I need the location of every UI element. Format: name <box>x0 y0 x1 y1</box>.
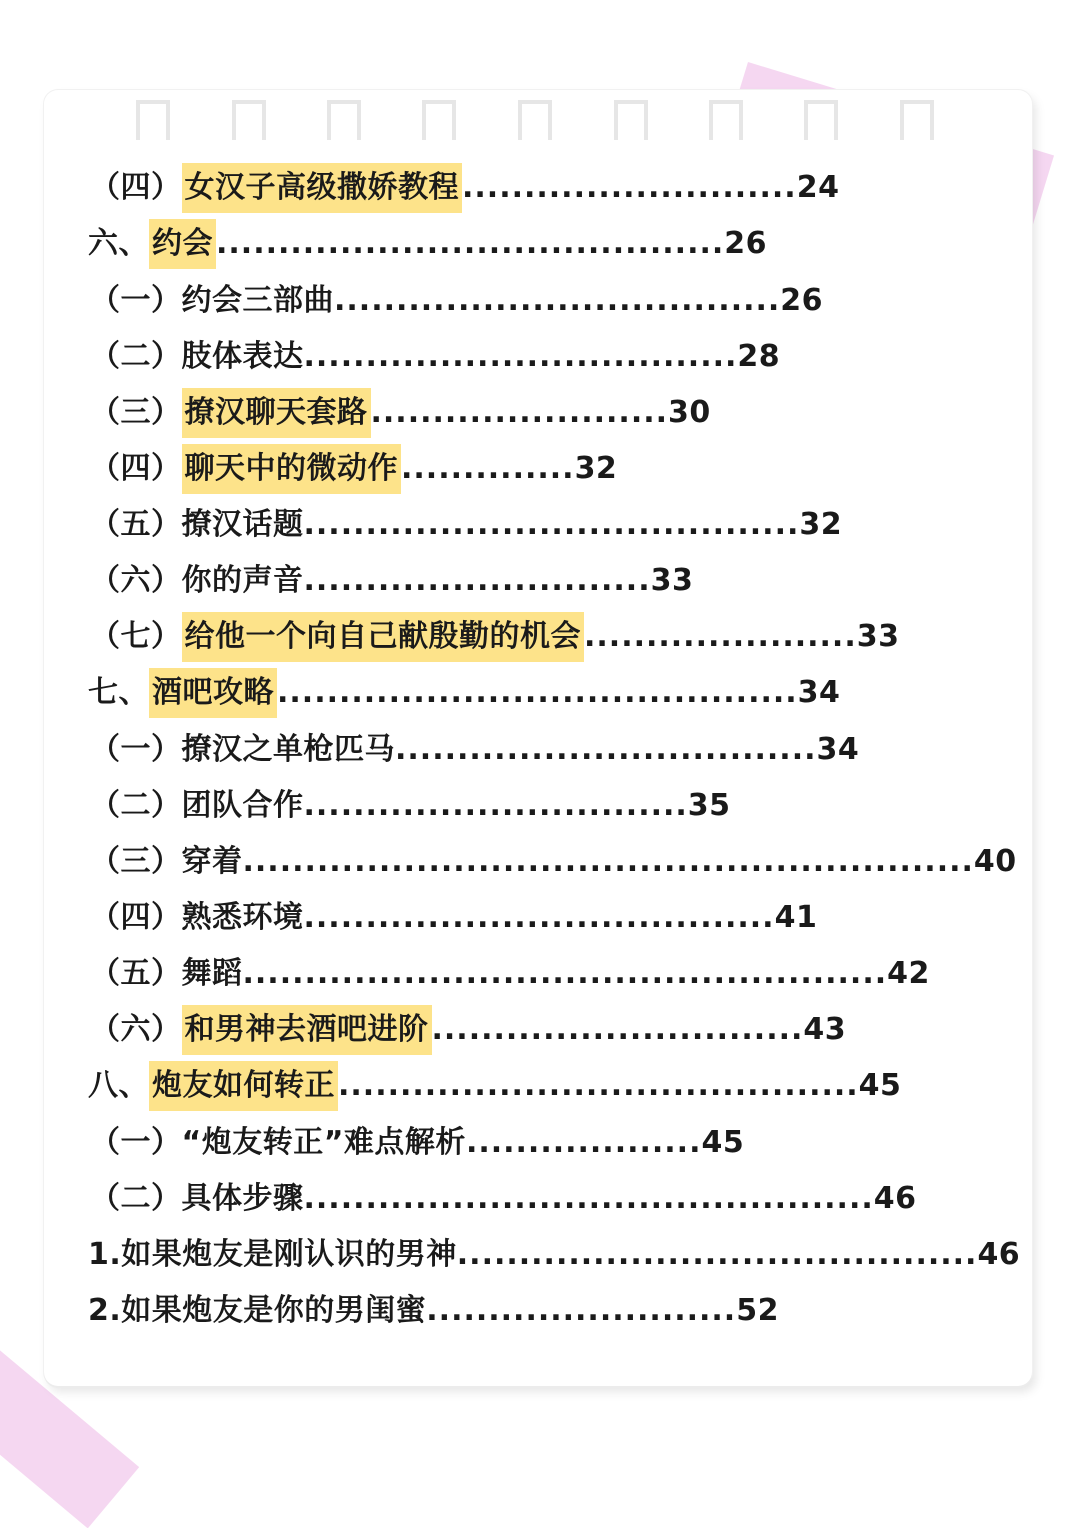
toc-entry <box>90 1174 917 1224</box>
toc-entry <box>90 893 817 943</box>
toc-entry-title: 穿着 <box>181 844 243 879</box>
toc-entry-number: 八、 <box>88 1068 149 1103</box>
toc-entry <box>90 556 693 606</box>
toc-entry-number: （四） <box>90 900 182 935</box>
toc-page-number: 52 <box>736 1293 779 1328</box>
toc-entry-number: （二） <box>90 1181 182 1216</box>
toc-page-number: 34 <box>816 732 860 767</box>
toc-entry-title: 撩汉之单枪匹马 <box>181 732 395 767</box>
toc-entry <box>90 1005 846 1055</box>
toc-leader-dots: ........................................................... <box>242 844 974 879</box>
toc-leader-dots: .......................................... <box>456 1237 978 1272</box>
toc-entry <box>88 1286 779 1336</box>
toc-page-number: 32 <box>799 507 843 542</box>
toc-page-number: 33 <box>650 563 694 598</box>
toc-entry <box>90 1118 744 1168</box>
toc-page-number: 35 <box>687 788 731 823</box>
toc-leader-dots: .............................................. <box>303 1181 874 1216</box>
toc-leader-dots: ................................... <box>303 339 738 374</box>
toc-entry-number: （四） <box>90 451 182 486</box>
toc-page-number: 26 <box>780 283 824 318</box>
toc-leader-dots: .......................................... <box>338 1068 859 1103</box>
toc-entry <box>88 668 840 718</box>
toc-entry-title: 肢体表达 <box>181 339 304 374</box>
toc-leader-dots: .............. <box>401 451 575 486</box>
toc-page-number: 45 <box>701 1125 745 1160</box>
toc-entry-number: （二） <box>90 788 182 823</box>
toc-entry <box>90 837 1017 887</box>
toc-entry-title: 熟悉环境 <box>181 900 304 935</box>
toc-leader-dots: .................................... <box>334 283 781 318</box>
toc-entry-title: 给他一个向自己献殷勤的机会 <box>182 612 585 662</box>
toc-entry-title: 舞蹈 <box>181 956 243 991</box>
toc-entry-number: （一） <box>90 283 182 318</box>
toc-entry-title: “炮友转正”难点解析 <box>181 1125 466 1160</box>
toc-entry-title: 女汉子高级撒娇教程 <box>182 163 463 213</box>
toc-page-number: 40 <box>973 844 1017 879</box>
toc-entry-title: 具体步骤 <box>181 1181 304 1216</box>
toc-page-number: 45 <box>858 1068 902 1103</box>
toc-leader-dots: ........................................ <box>303 507 800 542</box>
toc-entry-title: 炮友如何转正 <box>149 1061 338 1111</box>
toc-entry <box>90 500 842 550</box>
toc-page-number: 42 <box>887 956 930 991</box>
toc-page-number: 24 <box>796 170 840 205</box>
toc-entry <box>88 1061 901 1111</box>
toc-entry <box>90 725 859 775</box>
toc-entry-number: （五） <box>90 507 182 542</box>
toc-leader-dots: .................................. <box>395 732 817 767</box>
toc-entry-number: （三） <box>90 395 182 430</box>
toc-leader-dots: ......................... <box>426 1293 737 1328</box>
toc-entry-title: 你的声音 <box>181 563 304 598</box>
toc-page-number: 34 <box>797 675 841 710</box>
toc-page-number: 46 <box>977 1237 1021 1272</box>
toc-page-number: 30 <box>668 395 711 430</box>
toc-leader-dots: .......................................... <box>277 675 798 710</box>
toc-entry-title: 聊天中的微动作 <box>182 444 402 494</box>
toc-leader-dots: ...................... <box>584 619 857 654</box>
toc-leader-dots: ........................... <box>462 170 797 205</box>
toc-entry <box>90 388 711 438</box>
toc-entry-number: （四） <box>90 170 182 205</box>
toc-entry-number: 七、 <box>88 675 149 710</box>
toc-entry-number: 六、 <box>88 226 149 261</box>
toc-entry <box>90 612 899 662</box>
toc-leader-dots: .................................................... <box>242 956 888 991</box>
toc-entry <box>90 444 617 494</box>
toc-entry-number: （一） <box>90 732 182 767</box>
toc-entry-title: 撩汉话题 <box>181 507 304 542</box>
toc-page-number: 33 <box>856 619 900 654</box>
toc-page-number: 32 <box>574 451 618 486</box>
toc-entry-title: 约会 <box>149 219 216 269</box>
toc-entry-number: （三） <box>90 844 182 879</box>
toc-page-number: 43 <box>803 1012 847 1047</box>
toc-entry <box>88 1230 1020 1280</box>
toc-page-number: 41 <box>774 900 818 935</box>
toc-leader-dots: ............................ <box>303 563 651 598</box>
toc-entry-number: （一） <box>90 1125 182 1160</box>
toc-entry <box>90 949 930 999</box>
toc-entry-title: 撩汉聊天套路 <box>182 388 371 438</box>
toc-entry-number: （六） <box>90 563 182 598</box>
toc-entry-title: 和男神去酒吧进阶 <box>182 1005 432 1055</box>
toc-leader-dots: ................... <box>465 1125 702 1160</box>
toc-leader-dots: ............................... <box>303 788 688 823</box>
toc-page-number: 46 <box>873 1181 917 1216</box>
toc-entry-title: 酒吧攻略 <box>149 668 277 718</box>
toc-entry <box>90 276 823 326</box>
toc-entry <box>88 219 767 269</box>
toc-entry <box>90 781 731 831</box>
toc-entry-title: 2.如果炮友是你的男闺蜜 <box>88 1293 427 1328</box>
toc-entry-number: （六） <box>90 1012 182 1047</box>
toc-entry <box>90 332 780 382</box>
toc-entry-number: （五） <box>90 956 182 991</box>
toc-leader-dots: ........................ <box>370 395 669 430</box>
toc-page-number: 26 <box>724 226 768 261</box>
toc-page-number: 28 <box>737 339 781 374</box>
toc-entry-title: 约会三部曲 <box>181 283 334 318</box>
toc-leader-dots: ...................................... <box>303 900 775 935</box>
toc-entry <box>90 163 839 213</box>
toc-leader-dots: ......................................... <box>216 226 725 261</box>
toc-entry-title: 1.如果炮友是刚认识的男神 <box>88 1237 457 1272</box>
toc-entry-title: 团队合作 <box>181 788 304 823</box>
toc-entry-number: （七） <box>90 619 182 654</box>
toc-entry-number: （二） <box>90 339 182 374</box>
toc-leader-dots: .............................. <box>431 1012 804 1047</box>
